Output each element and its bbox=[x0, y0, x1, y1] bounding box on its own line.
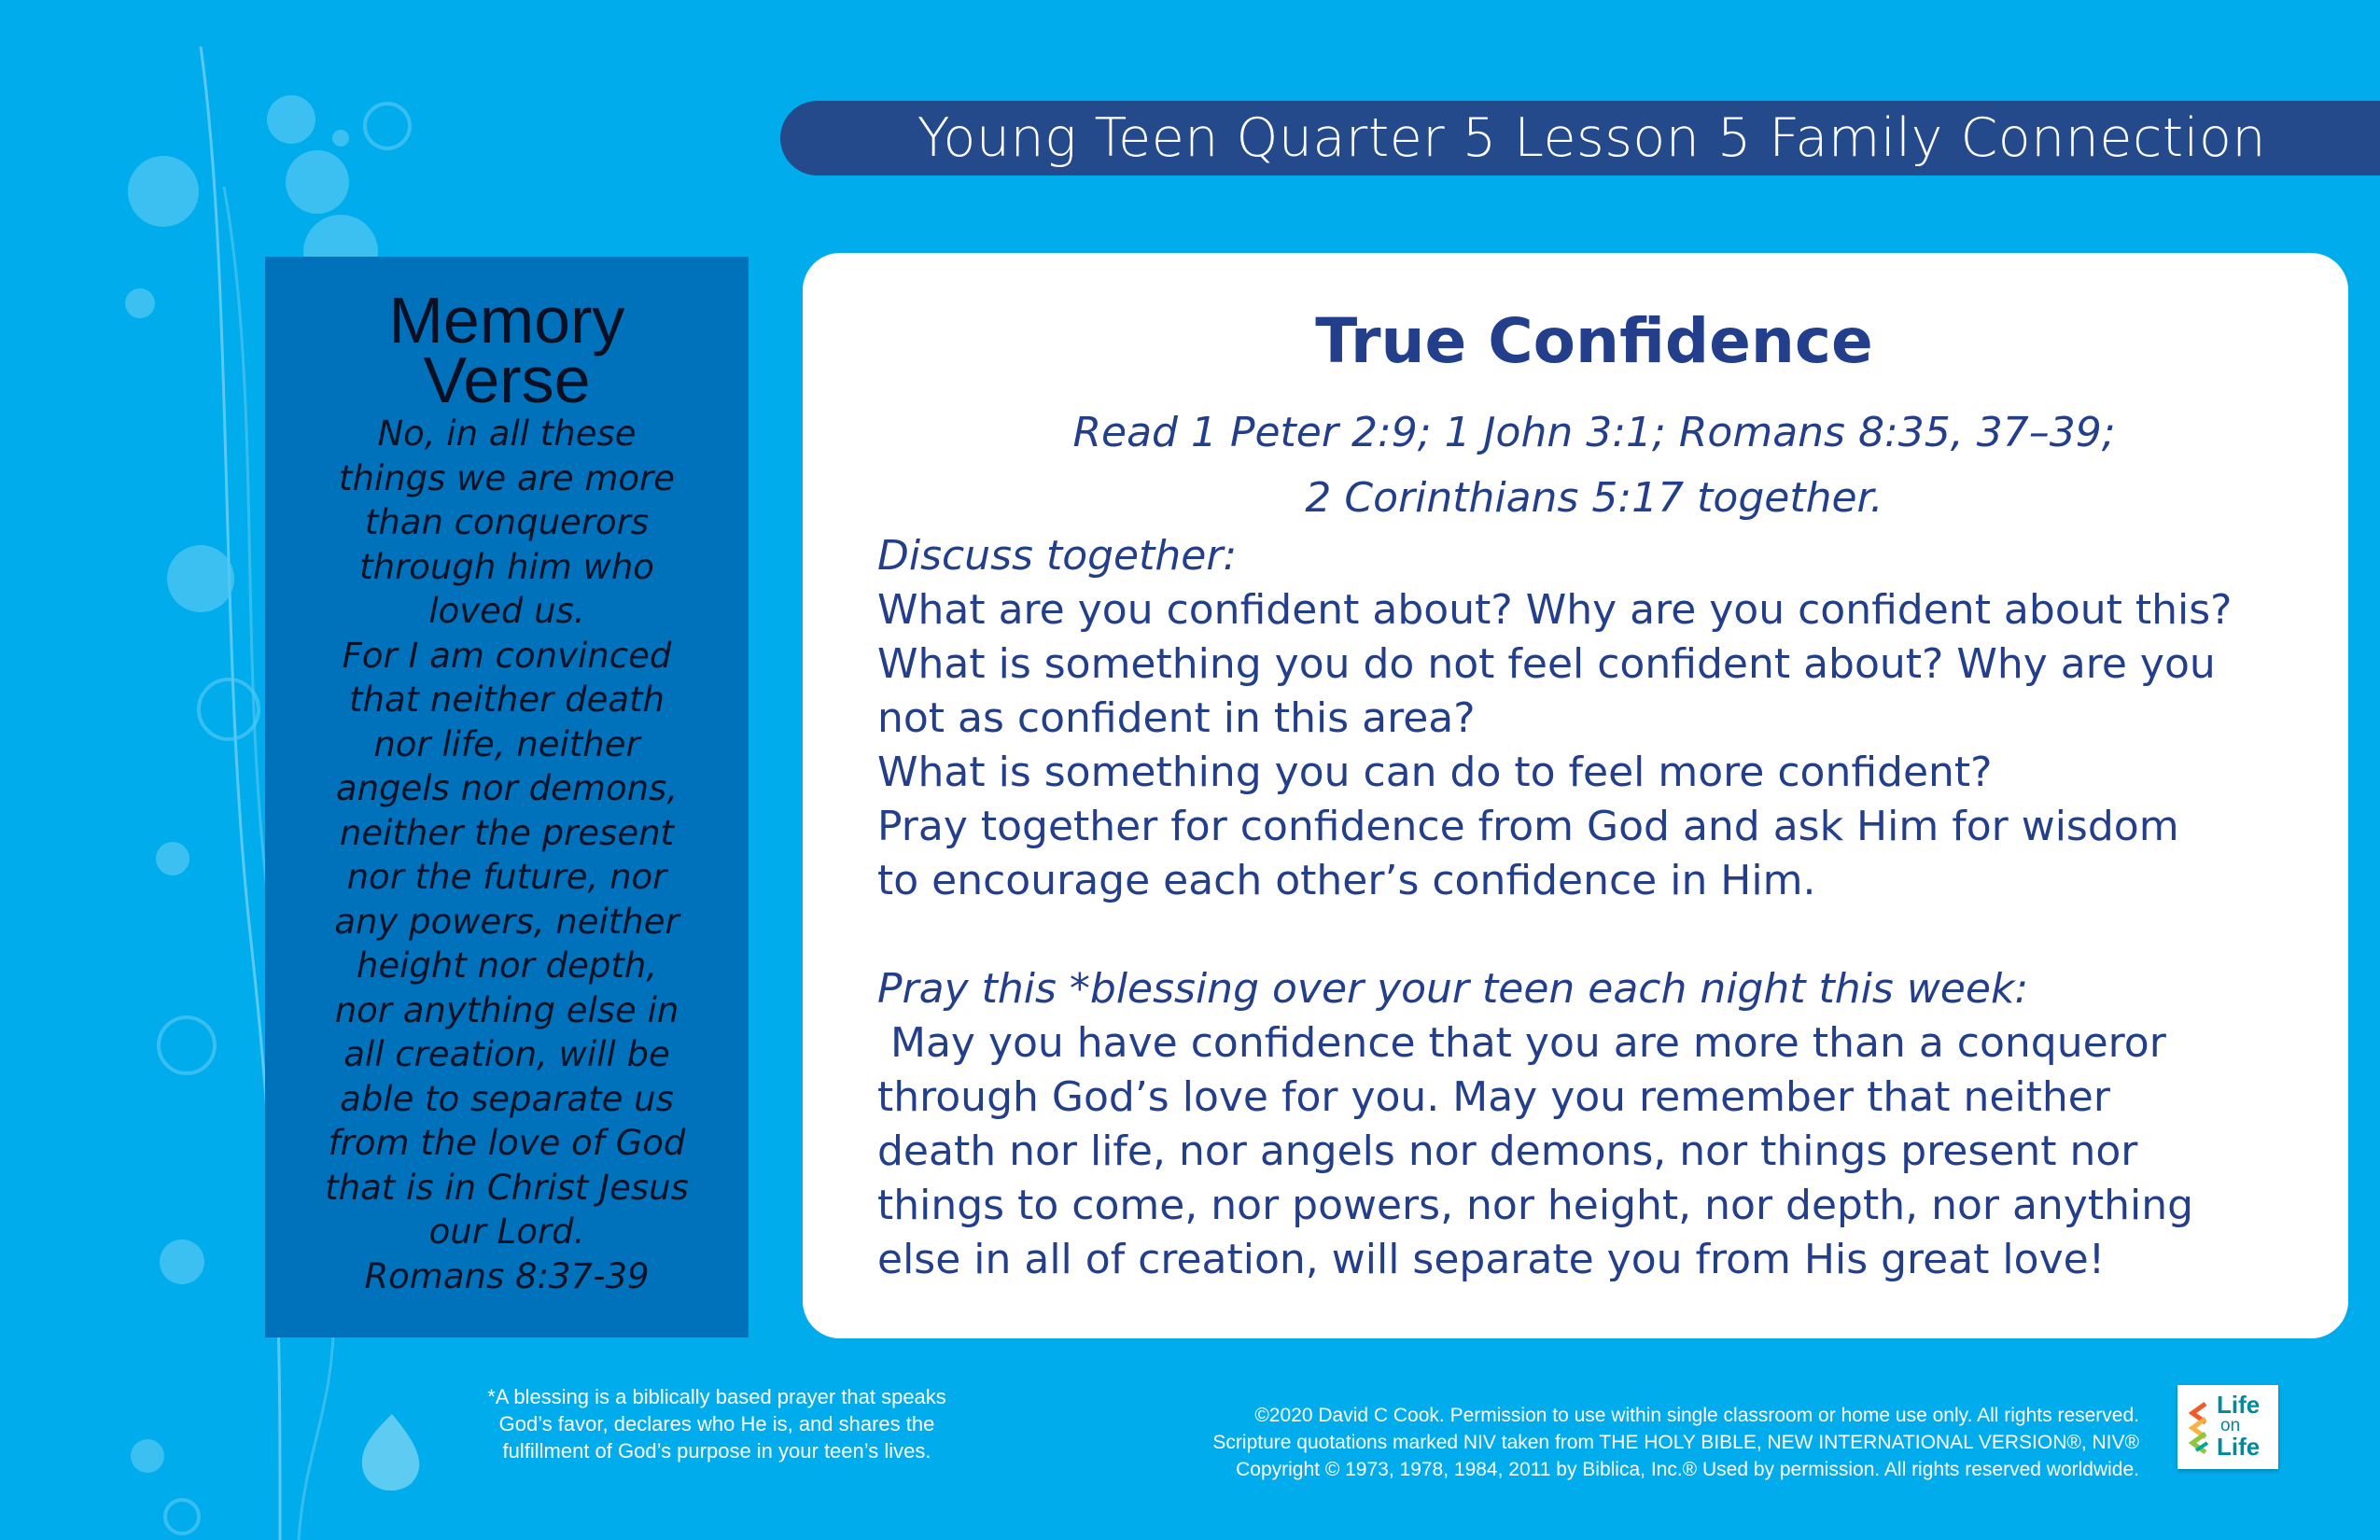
memory-verse-line: our Lord. bbox=[428, 1211, 585, 1252]
memory-verse-line: angels nor demons, bbox=[335, 768, 679, 808]
question-2-line-2: not as confident in this area? bbox=[877, 694, 1476, 742]
memory-verse-panel bbox=[265, 257, 749, 1337]
memory-verse-line: nor anything else in bbox=[334, 989, 679, 1030]
memory-verse-line: any powers, neither bbox=[334, 901, 679, 942]
header-bar bbox=[780, 101, 2380, 175]
memory-verse-line: nor life, neither bbox=[373, 723, 640, 764]
memory-verse-line: that neither death bbox=[349, 679, 665, 720]
question-2-line-1: What is something you do not feel confident about? Why are you bbox=[877, 640, 2216, 688]
pray-line-1: Pray together for confidence from God and ask Him for wisdom bbox=[877, 803, 2179, 850]
memory-verse-line: through him who bbox=[359, 546, 654, 587]
reading-line-2: 2 Corinthians 5:17 together. bbox=[1305, 474, 1883, 522]
card-title: True Confidence bbox=[1315, 305, 1873, 377]
memory-verse-line: all creation, will be bbox=[343, 1034, 670, 1074]
memory-verse-line: nor the future, nor bbox=[346, 857, 667, 897]
memory-verse-line: that is in Christ Jesus bbox=[325, 1167, 689, 1208]
question-3: What is something you can do to feel more confident? bbox=[877, 749, 1993, 796]
memory-verse-line: able to separate us bbox=[340, 1078, 674, 1119]
logo-chevron-icon bbox=[2187, 1402, 2211, 1456]
copyright-line: ©2020 David C Cook. Permission to use within single classroom or home use only. All rights reserved. bbox=[1254, 1405, 2139, 1426]
memory-verse-line: For I am convinced bbox=[342, 635, 672, 676]
copyright-line: Scripture quotations marked NIV taken from THE HOLY BIBLE, NEW INTERNATIONAL VERSION®, NIV® bbox=[1212, 1432, 2139, 1453]
blessing-line: through God’s love for you. May you remember that neither bbox=[877, 1073, 2110, 1121]
memory-verse-line: No, in all these bbox=[377, 413, 637, 454]
blessing-line: May you have confidence that you are more than a conqueror bbox=[877, 1019, 2166, 1067]
memory-verse-line: than conquerors bbox=[364, 502, 650, 542]
pray-line-2: to encourage each other’s confidence in Him. bbox=[877, 857, 1816, 904]
copyright-line: Copyright © 1973, 1978, 1984, 2011 by Biblica, Inc.® Used by permission. All rights reserved worldwide. bbox=[1236, 1459, 2139, 1480]
footnote-line: God’s favor, declares who He is, and shares the bbox=[498, 1412, 935, 1435]
footnote-line: fulfillment of God’s purpose in your teen’s lives. bbox=[502, 1439, 931, 1463]
memory-verse-line: loved us. bbox=[428, 591, 585, 631]
lesson-card bbox=[803, 253, 2348, 1338]
header-title: Young Teen Quarter 5 Lesson 5 Family Connection bbox=[917, 107, 2266, 169]
memory-verse-line: height nor depth, bbox=[356, 945, 658, 986]
memory-heading-line2: Verse bbox=[423, 343, 591, 416]
memory-verse-text bbox=[297, 412, 717, 1298]
memory-verse-reference: Romans 8:37-39 bbox=[364, 1255, 650, 1296]
memory-verse-heading bbox=[367, 284, 647, 416]
blessing-line: else in all of creation, will separate you from His great love! bbox=[877, 1236, 2106, 1283]
spacer bbox=[877, 908, 2311, 962]
blessing-line: things to come, nor powers, nor height, nor depth, nor anything bbox=[877, 1182, 2194, 1229]
life-on-life-logo bbox=[2177, 1385, 2278, 1469]
memory-verse-line: from the love of God bbox=[328, 1123, 686, 1163]
blessing-label: Pray this *blessing over your teen each night this week: bbox=[877, 965, 2029, 1013]
discuss-label: Discuss together: bbox=[877, 532, 1238, 580]
blessing-line: death nor life, nor angels nor demons, nor things present nor bbox=[877, 1127, 2138, 1175]
blessing-footnote bbox=[455, 1383, 978, 1464]
question-1: What are you confident about? Why are you confident about this? bbox=[877, 586, 2233, 634]
memory-verse-line: things we are more bbox=[338, 457, 676, 498]
logo-word-2: on bbox=[2220, 1416, 2241, 1435]
reading-line-1: Read 1 Peter 2:9; 1 John 3:1; Romans 8:35, 37–39; bbox=[1072, 409, 2116, 456]
footnote-line: *A blessing is a biblically based prayer that speaks bbox=[487, 1385, 946, 1408]
logo-text bbox=[2217, 1393, 2275, 1459]
copyright-notice bbox=[1027, 1402, 2139, 1483]
logo-word-1: Life bbox=[2217, 1391, 2261, 1419]
logo-word-3: Life bbox=[2217, 1433, 2261, 1461]
memory-heading-line1: Memory bbox=[388, 284, 625, 357]
memory-verse-line: neither the present bbox=[339, 812, 675, 853]
